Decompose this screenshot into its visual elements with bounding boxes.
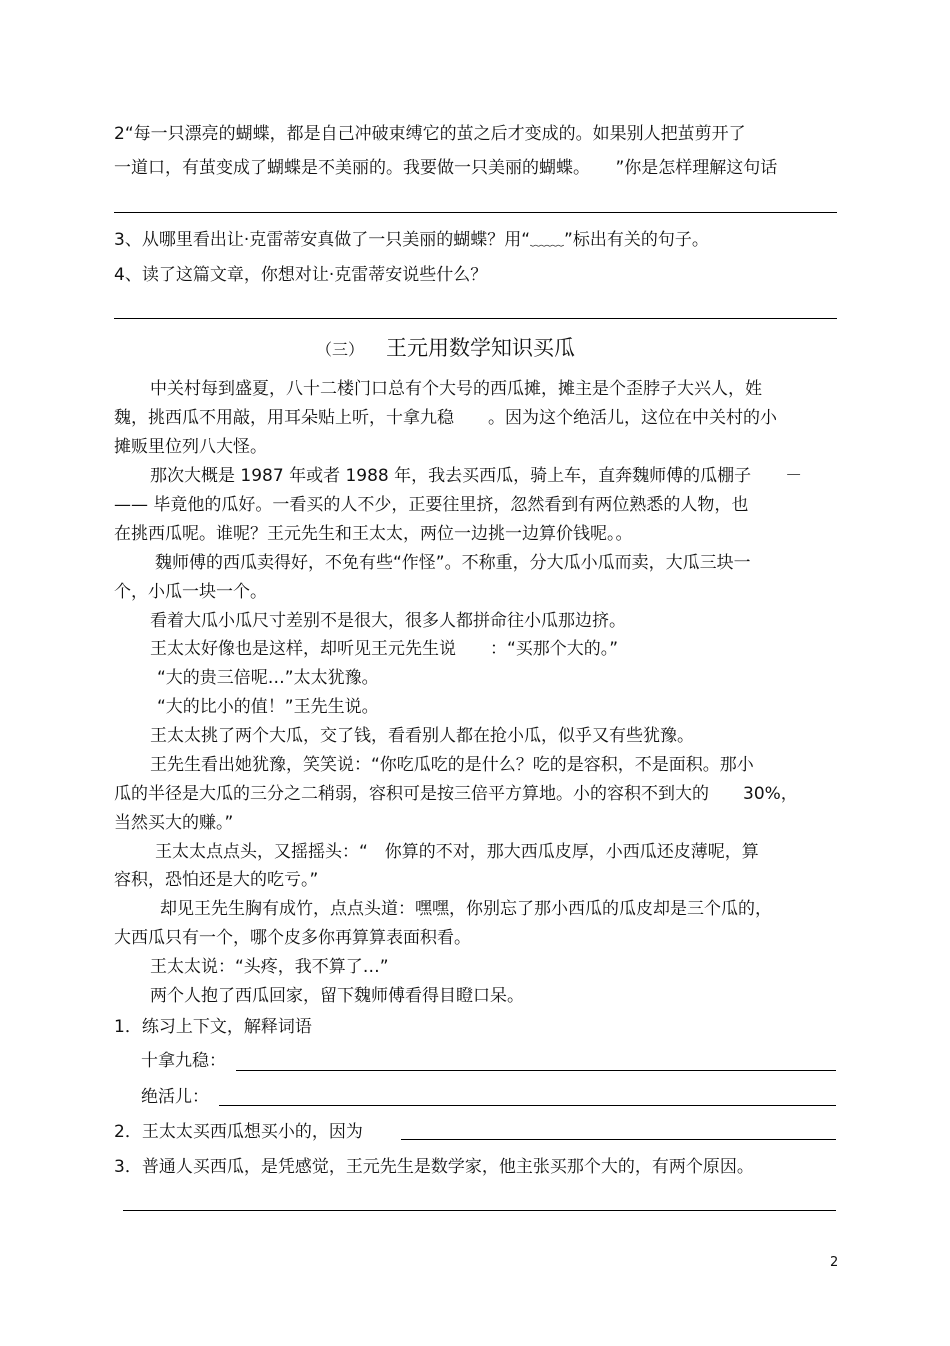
story-line: 看着大瓜小瓜尺寸差别不是很大，很多人都拼命往小瓜那边挤。 [150, 611, 626, 631]
story-line: 两个人抱了西瓜回家，留下魏师傅看得目瞪口呆。 [150, 986, 524, 1006]
story-line: 大西瓜只有一个，哪个皮多你再算算表面积看。 [114, 928, 471, 948]
section-title-text: 王元用数学知识买瓜 [386, 336, 576, 360]
answer-line [401, 1139, 836, 1140]
answer-line [114, 212, 837, 213]
answer-line [114, 318, 837, 319]
story-line: 摊贩里位列八大怪。 [114, 437, 267, 457]
story-line: 王先生看出她犹豫，笑笑说：“你吃瓜吃的是什么？吃的是容积，不是面积。那小 [150, 755, 754, 775]
question-4: 4、读了这篇文章，你想对让·克雷蒂安说些什么？ [114, 265, 488, 285]
story-line: “大的比小的值！”王先生说。 [157, 697, 379, 717]
story-line: 当然买大的赚。” [114, 813, 234, 833]
story-line: 中关村每到盛夏，八十二楼门口总有个大号的西瓜摊，摊主是个歪脖子大兴人，姓 [150, 379, 762, 399]
question-2-line-2: 一道口，有茧变成了蝴蝶是不美丽的。我要做一只美丽的蝴蝶。 ”你是怎样理解这句话 [114, 158, 778, 178]
story-line: “大的贵三倍呢…”太太犹豫。 [157, 668, 379, 688]
answer-line [219, 1105, 836, 1106]
page-number: 2 [830, 1255, 839, 1270]
exercise-2: 2．王太太买西瓜想买小的，因为 [114, 1122, 363, 1142]
story-line: 个，小瓜一块一个。 [114, 582, 267, 602]
story-line: 那次大概是 1987 年或者 1988 年，我去买西瓜，骑上车，直奔魏师傅的瓜棚子 － [150, 466, 803, 486]
exercise-1: 1．练习上下文，解释词语 [114, 1017, 312, 1037]
story-line: 王太太好像也是这样，却听见王元先生说 ：“买那个大的。” [150, 639, 619, 659]
story-line: 王太太说：“头疼，我不算了…” [150, 957, 389, 977]
question-2-line-1: 2“每一只漂亮的蝴蝶，都是自己冲破束缚它的茧之后才变成的。如果别人把茧剪开了 [114, 124, 746, 144]
story-line: 瓜的半径是大瓜的三分之二稍弱，容积可是按三倍平方算地。小的容积不到大的 30%， [114, 784, 798, 804]
story-line: 魏，挑西瓜不用敲，用耳朵贴上听，十拿九稳 。因为这个绝活儿，这位在中关村的小 [114, 408, 777, 428]
section-number: （三） [316, 340, 365, 359]
story-line: 容积，恐怕还是大的吃亏。” [114, 870, 319, 890]
exercise-1-term-2: 绝活儿： [141, 1087, 209, 1107]
answer-line [236, 1070, 836, 1071]
story-line: 魏师傅的西瓜卖得好，不免有些“作怪”。不称重，分大瓜小瓜而卖，大瓜三块一 [155, 553, 751, 573]
answer-line [123, 1210, 836, 1211]
story-line: 王太太挑了两个大瓜，交了钱，看看别人都在抢小瓜，似乎又有些犹豫。 [150, 726, 694, 746]
exercise-3: 3．普通人买西瓜，是凭感觉，王元先生是数学家，他主张买那个大的，有两个原因。 [114, 1157, 754, 1177]
story-line: 却见王先生胸有成竹，点点头道：嘿嘿，你别忘了那小西瓜的瓜皮却是三个瓜的， [160, 899, 772, 919]
exercise-1-term-1: 十拿九稳： [141, 1051, 226, 1071]
story-line: 王太太点点头，又摇摇头：“ 你算的不对，那大西瓜皮厚，小西瓜还皮薄呢，算 [155, 842, 759, 862]
story-line: —— 毕竟他的瓜好。一看买的人不少，正要往里挤，忽然看到有两位熟悉的人物，也 [114, 495, 749, 515]
question-3: 3、从哪里看出让·克雷蒂安真做了一只美丽的蝴蝶？用“﹏﹏”标出有关的句子。 [114, 230, 709, 250]
story-line: 在挑西瓜呢。谁呢？王元先生和王太太，两位一边挑一边算价钱呢。。 [114, 524, 633, 544]
section-title [316, 334, 575, 364]
